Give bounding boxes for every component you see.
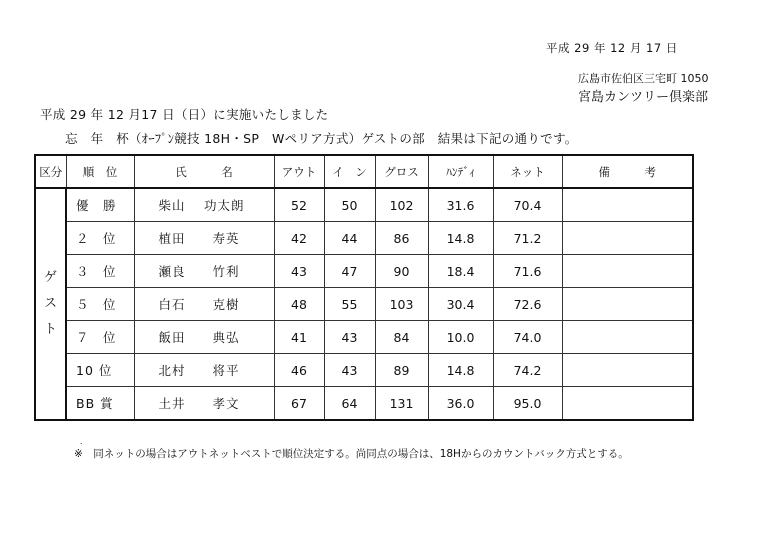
cell-rank: ５ 位: [66, 288, 134, 321]
cell-out: 67: [274, 387, 324, 421]
footnote-dot: ．: [80, 437, 88, 446]
cell-gross: 86: [375, 222, 428, 255]
cell-gross: 131: [375, 387, 428, 421]
cell-rank: ７ 位: [66, 321, 134, 354]
cell-rank: 10 位: [66, 354, 134, 387]
cell-net: 71.6: [493, 255, 562, 288]
cell-net: 74.0: [493, 321, 562, 354]
cell-in: 43: [324, 354, 375, 387]
cell-net: 74.2: [493, 354, 562, 387]
cell-net: 72.6: [493, 288, 562, 321]
cell-remarks: [562, 222, 693, 255]
table-row: [35, 288, 693, 321]
section-char: ゲ: [43, 270, 57, 285]
header-gross: グロス: [375, 155, 428, 188]
cell-handicap: 14.8: [428, 222, 493, 255]
cell-name: 飯田 典弘: [134, 321, 274, 354]
club-name: 宮島カンツリー倶楽部: [578, 90, 709, 105]
section-label-guest: [35, 188, 66, 420]
table-row: [35, 255, 693, 288]
cell-remarks: [562, 288, 693, 321]
cell-gross: 102: [375, 188, 428, 222]
cell-gross: 84: [375, 321, 428, 354]
cell-out: 43: [274, 255, 324, 288]
cell-handicap: 36.0: [428, 387, 493, 421]
section-char: ス: [43, 296, 57, 311]
cell-gross: 103: [375, 288, 428, 321]
cell-gross: 90: [375, 255, 428, 288]
header-remarks: 備 考: [562, 155, 693, 188]
cell-rank: 優 勝: [66, 188, 134, 222]
header-out: アウト: [274, 155, 324, 188]
cell-in: 44: [324, 222, 375, 255]
header-net: ネット: [493, 155, 562, 188]
document-date: 平成 29 年 12 月 17 日: [546, 41, 678, 55]
cell-remarks: [562, 188, 693, 222]
cell-out: 48: [274, 288, 324, 321]
cell-name: 白石 克樹: [134, 288, 274, 321]
header-handicap: ﾊﾝﾃﾞｨ: [428, 155, 493, 188]
cell-name: 瀬良 竹利: [134, 255, 274, 288]
table-row: [35, 321, 693, 354]
header-rank: 順 位: [66, 155, 134, 188]
cell-handicap: 30.4: [428, 288, 493, 321]
cell-in: 43: [324, 321, 375, 354]
cell-in: 50: [324, 188, 375, 222]
cell-remarks: [562, 321, 693, 354]
header-name: 氏 名: [134, 155, 274, 188]
cell-out: 46: [274, 354, 324, 387]
held-notice: 平成 29 年 12 月17 日（日）に実施いたしました: [40, 107, 329, 122]
cell-rank: ３ 位: [66, 255, 134, 288]
cell-net: 71.2: [493, 222, 562, 255]
cell-out: 42: [274, 222, 324, 255]
header-in: イ ン: [324, 155, 375, 188]
cell-handicap: 10.0: [428, 321, 493, 354]
cell-rank: ２ 位: [66, 222, 134, 255]
club-address: 広島市佐伯区三宅町 1050: [578, 72, 709, 85]
cell-net: 95.0: [493, 387, 562, 421]
cell-in: 55: [324, 288, 375, 321]
cell-name: 土井 孝文: [134, 387, 274, 421]
table-row: [35, 188, 693, 222]
header-section: 区分: [35, 155, 66, 188]
table-header-row: [35, 155, 693, 188]
cell-handicap: 14.8: [428, 354, 493, 387]
table-row: [35, 222, 693, 255]
cell-name: 植田 寿英: [134, 222, 274, 255]
results-table: [34, 154, 694, 421]
cell-net: 70.4: [493, 188, 562, 222]
table-row: [35, 354, 693, 387]
cell-rank: BB 賞: [66, 387, 134, 421]
footnote: ※ 同ネットの場合はアウトネットベストで順位決定する。尚同点の場合は、18Hからのカウントバック方式とする。: [74, 448, 629, 460]
cell-in: 64: [324, 387, 375, 421]
event-notice: 忘 年 杯（ｵｰﾌﾟﾝ競技 18H・SP Wペリア方式）ゲストの部 結果は下記の通りです。: [65, 131, 578, 146]
cell-out: 52: [274, 188, 324, 222]
cell-in: 47: [324, 255, 375, 288]
cell-gross: 89: [375, 354, 428, 387]
cell-out: 41: [274, 321, 324, 354]
cell-remarks: [562, 354, 693, 387]
cell-remarks: [562, 387, 693, 421]
cell-name: 北村 将平: [134, 354, 274, 387]
section-char: ト: [43, 322, 57, 337]
table-row: [35, 387, 693, 421]
cell-remarks: [562, 255, 693, 288]
cell-handicap: 18.4: [428, 255, 493, 288]
cell-name: 柴山 功太朗: [134, 188, 274, 222]
cell-handicap: 31.6: [428, 188, 493, 222]
